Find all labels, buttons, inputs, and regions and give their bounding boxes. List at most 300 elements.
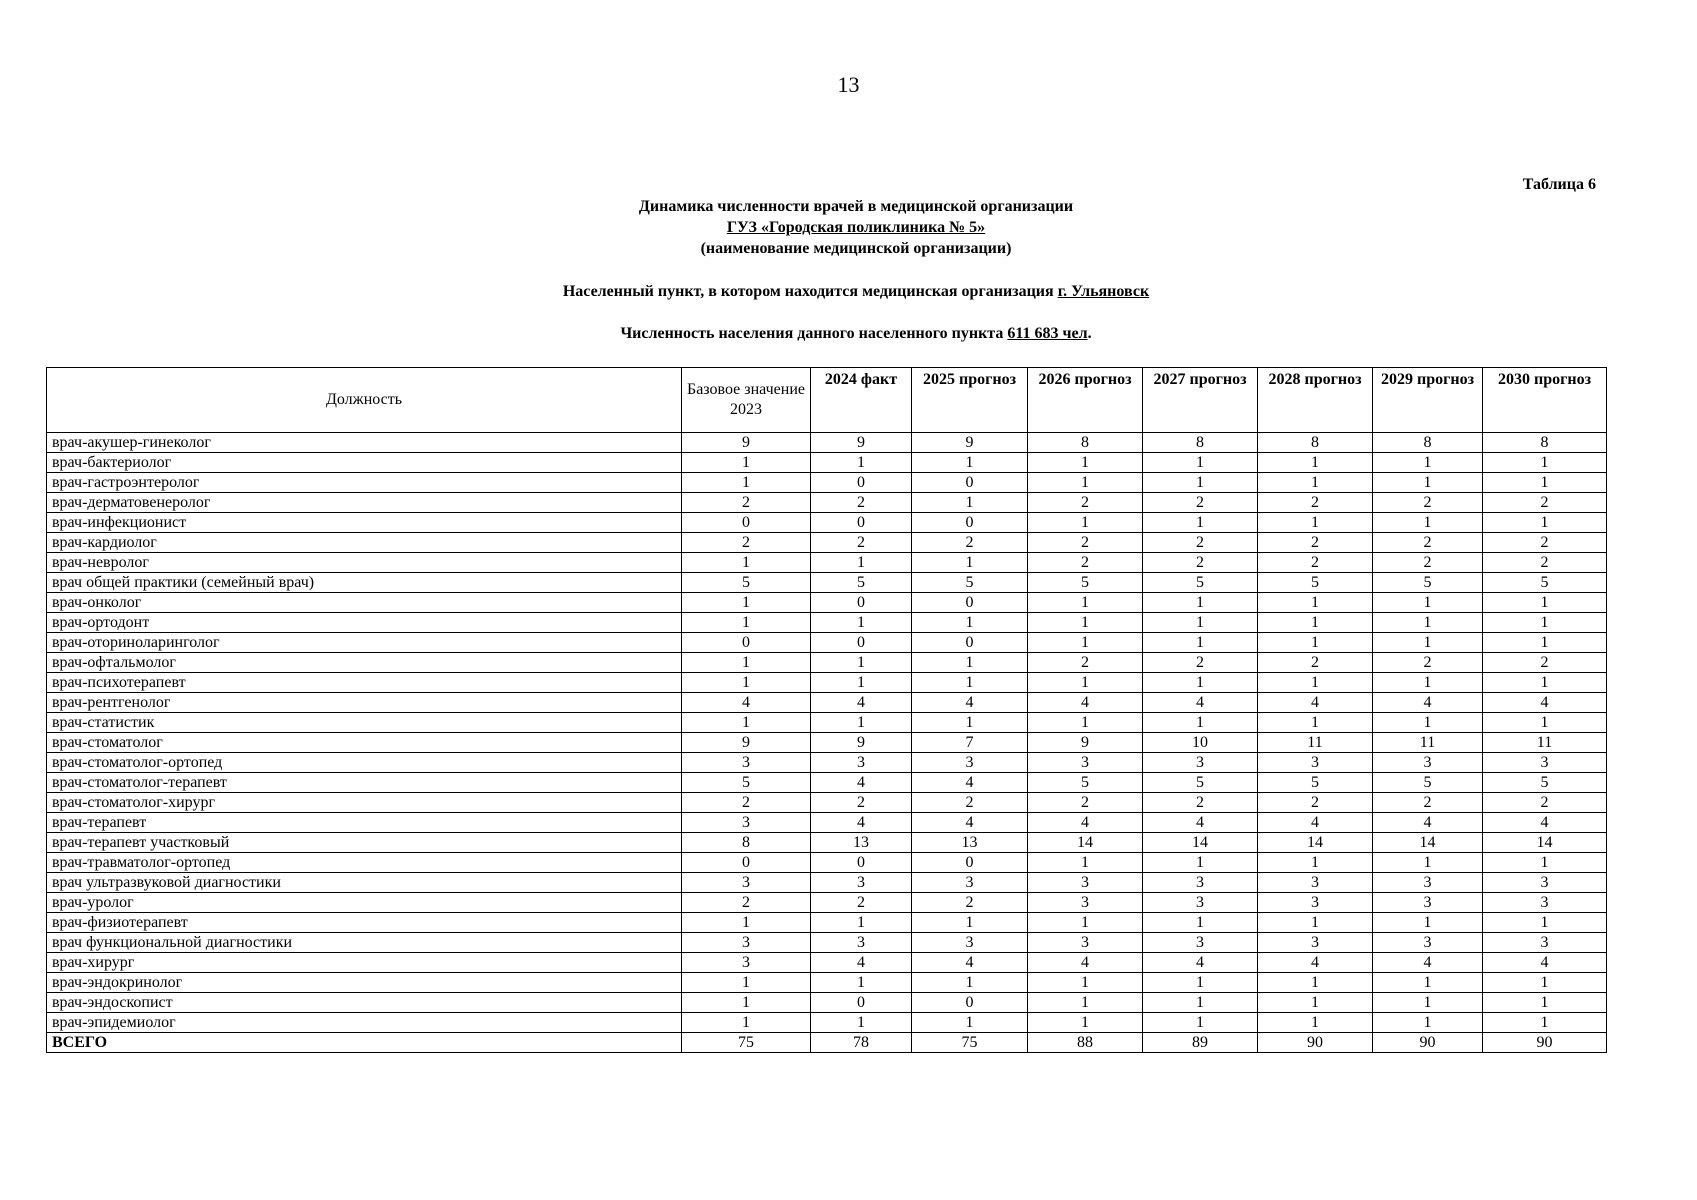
position-cell: врач-психотерапевт	[47, 673, 682, 693]
value-cell: 1	[682, 713, 811, 733]
value-cell: 1	[682, 553, 811, 573]
value-cell: 4	[811, 953, 912, 973]
value-cell: 1	[1143, 453, 1258, 473]
value-cell: 3	[1258, 753, 1373, 773]
value-cell: 3	[1483, 753, 1607, 773]
value-cell: 3	[912, 873, 1028, 893]
value-cell: 2	[682, 793, 811, 813]
value-cell: 2	[811, 533, 912, 553]
value-cell: 1	[1483, 453, 1607, 473]
value-cell: 5	[1028, 773, 1143, 793]
value-cell: 3	[1143, 933, 1258, 953]
value-cell: 3	[682, 933, 811, 953]
value-cell: 4	[1258, 813, 1373, 833]
value-cell: 3	[1143, 873, 1258, 893]
value-cell: 5	[682, 573, 811, 593]
header-2030: 2030 прогноз	[1483, 368, 1607, 433]
value-cell: 0	[811, 633, 912, 653]
value-cell: 2	[811, 793, 912, 813]
position-cell: врач-онколог	[47, 593, 682, 613]
value-cell: 13	[912, 833, 1028, 853]
value-cell: 8	[1483, 433, 1607, 453]
value-cell: 1	[1483, 713, 1607, 733]
value-cell: 5	[912, 573, 1028, 593]
value-cell: 2	[912, 533, 1028, 553]
position-cell: врач-акушер-гинеколог	[47, 433, 682, 453]
table-row	[47, 453, 1607, 473]
header-2026: 2026 прогноз	[1028, 368, 1143, 433]
value-cell: 3	[682, 953, 811, 973]
position-cell: врач-дерматовенеролог	[47, 493, 682, 513]
header-base-2023: Базовое значение 2023	[682, 368, 811, 433]
value-cell: 1	[1143, 593, 1258, 613]
value-cell: 1	[1028, 993, 1143, 1013]
value-cell: 1	[682, 913, 811, 933]
value-cell: 1	[1483, 513, 1607, 533]
population-value: 611 683 чел	[1007, 325, 1088, 342]
header-2024: 2024 факт	[811, 368, 912, 433]
value-cell: 2	[1373, 553, 1483, 573]
value-cell: 1	[1143, 993, 1258, 1013]
value-cell: 1	[811, 653, 912, 673]
value-cell: 3	[1143, 753, 1258, 773]
value-cell: 1	[682, 673, 811, 693]
value-cell: 1	[811, 1013, 912, 1033]
value-cell: 1	[682, 1013, 811, 1033]
position-cell: врач-рентгенолог	[47, 693, 682, 713]
settlement-value: г. Ульяновск	[1057, 283, 1150, 300]
value-cell: 3	[1373, 753, 1483, 773]
table-row	[47, 613, 1607, 633]
value-cell: 5	[1373, 773, 1483, 793]
value-cell: 1	[912, 653, 1028, 673]
value-cell: 5	[1373, 573, 1483, 593]
value-cell: 1	[912, 613, 1028, 633]
value-cell: 3	[1258, 933, 1373, 953]
value-cell: 9	[1028, 733, 1143, 753]
value-cell: 1	[811, 553, 912, 573]
value-cell: 1	[811, 673, 912, 693]
position-cell: врач-инфекционист	[47, 513, 682, 533]
value-cell: 2	[1258, 493, 1373, 513]
table-row	[47, 653, 1607, 673]
value-cell: 1	[811, 713, 912, 733]
value-cell: 4	[1028, 953, 1143, 973]
value-cell: 3	[1258, 893, 1373, 913]
value-cell: 5	[1143, 773, 1258, 793]
table-row	[47, 953, 1607, 973]
value-cell: 2	[912, 793, 1028, 813]
table-row	[47, 493, 1607, 513]
value-cell: 2	[1028, 793, 1143, 813]
value-cell: 3	[1028, 753, 1143, 773]
value-cell: 1	[682, 473, 811, 493]
value-cell: 2	[682, 893, 811, 913]
value-cell: 11	[1373, 733, 1483, 753]
value-cell: 1	[682, 593, 811, 613]
position-cell: врач-эндоскопист	[47, 993, 682, 1013]
value-cell: 1	[1258, 633, 1373, 653]
table-row	[47, 733, 1607, 753]
header-2028: 2028 прогноз	[1258, 368, 1373, 433]
value-cell: 4	[1143, 693, 1258, 713]
table-row	[47, 973, 1607, 993]
table-row	[47, 793, 1607, 813]
value-cell: 4	[1373, 953, 1483, 973]
value-cell: 10	[1143, 733, 1258, 753]
value-cell: 0	[811, 513, 912, 533]
value-cell: 2	[912, 893, 1028, 913]
settlement-line	[0, 283, 1697, 301]
value-cell: 9	[811, 433, 912, 453]
value-cell: 1	[1028, 593, 1143, 613]
table-row	[47, 833, 1607, 853]
value-cell: 1	[1143, 853, 1258, 873]
value-cell: 2	[1483, 653, 1607, 673]
header-2027: 2027 прогноз	[1143, 368, 1258, 433]
value-cell: 1	[1373, 593, 1483, 613]
value-cell: 1	[1373, 453, 1483, 473]
table-row	[47, 673, 1607, 693]
value-cell: 14	[1373, 833, 1483, 853]
value-cell: 7	[912, 733, 1028, 753]
value-cell: 5	[1483, 773, 1607, 793]
value-cell: 1	[1483, 853, 1607, 873]
value-cell: 2	[1028, 653, 1143, 673]
value-cell: 2	[1258, 793, 1373, 813]
value-cell: 3	[1258, 873, 1373, 893]
value-cell: 1	[1373, 513, 1483, 533]
position-cell: врач-невролог	[47, 553, 682, 573]
value-cell: 1	[1483, 993, 1607, 1013]
value-cell: 4	[1258, 953, 1373, 973]
table-caption: Таблица 6	[1522, 176, 1596, 193]
value-cell: 3	[912, 933, 1028, 953]
value-cell: 5	[811, 573, 912, 593]
value-cell: 1	[1258, 853, 1373, 873]
table-row	[47, 713, 1607, 733]
position-cell: врач-статистик	[47, 713, 682, 733]
position-cell: врач общей практики (семейный врач)	[47, 573, 682, 593]
value-cell: 4	[1483, 953, 1607, 973]
value-cell: 13	[811, 833, 912, 853]
table-header-row	[47, 368, 1607, 433]
value-cell: 1	[1143, 673, 1258, 693]
value-cell: 5	[682, 773, 811, 793]
table-row	[47, 533, 1607, 553]
value-cell: 1	[811, 913, 912, 933]
value-cell: 1	[1373, 853, 1483, 873]
value-cell: 2	[1028, 553, 1143, 573]
position-cell: врач-физиотерапевт	[47, 913, 682, 933]
value-cell: 3	[811, 933, 912, 953]
value-cell: 1	[912, 493, 1028, 513]
value-cell: 3	[682, 753, 811, 773]
value-cell: 1	[1483, 593, 1607, 613]
position-cell: врач-терапевт	[47, 813, 682, 833]
value-cell: 1	[1373, 713, 1483, 733]
table-row	[47, 813, 1607, 833]
position-cell: врач-гастроэнтеролог	[47, 473, 682, 493]
value-cell: 9	[682, 433, 811, 453]
value-cell: 4	[912, 773, 1028, 793]
value-cell: 1	[1028, 913, 1143, 933]
total-value-cell: 75	[912, 1033, 1028, 1053]
value-cell: 1	[912, 553, 1028, 573]
position-cell: врач-эндокринолог	[47, 973, 682, 993]
value-cell: 1	[912, 673, 1028, 693]
value-cell: 1	[1373, 633, 1483, 653]
value-cell: 1	[1028, 613, 1143, 633]
table-row	[47, 893, 1607, 913]
value-cell: 1	[1258, 973, 1373, 993]
total-value-cell: 90	[1483, 1033, 1607, 1053]
position-cell: врач-офтальмолог	[47, 653, 682, 673]
value-cell: 5	[1258, 773, 1373, 793]
value-cell: 4	[1373, 693, 1483, 713]
table-row	[47, 573, 1607, 593]
position-cell: врач ультразвуковой диагностики	[47, 873, 682, 893]
value-cell: 8	[1258, 433, 1373, 453]
position-cell: врач функциональной диагностики	[47, 933, 682, 953]
total-value-cell: 78	[811, 1033, 912, 1053]
table-row	[47, 913, 1607, 933]
value-cell: 4	[811, 773, 912, 793]
value-cell: 4	[1143, 953, 1258, 973]
value-cell: 2	[1483, 493, 1607, 513]
value-cell: 1	[1028, 973, 1143, 993]
value-cell: 11	[1483, 733, 1607, 753]
value-cell: 4	[912, 693, 1028, 713]
value-cell: 1	[1028, 853, 1143, 873]
value-cell: 1	[682, 653, 811, 673]
value-cell: 1	[1483, 673, 1607, 693]
value-cell: 0	[912, 513, 1028, 533]
document-title	[0, 196, 1697, 259]
value-cell: 14	[1028, 833, 1143, 853]
position-cell: врач-стоматолог-хирург	[47, 793, 682, 813]
header-position: Должность	[47, 368, 682, 433]
value-cell: 5	[1483, 573, 1607, 593]
value-cell: 5	[1143, 573, 1258, 593]
position-cell: врач-стоматолог-терапевт	[47, 773, 682, 793]
value-cell: 3	[811, 873, 912, 893]
value-cell: 9	[912, 433, 1028, 453]
value-cell: 2	[811, 493, 912, 513]
value-cell: 1	[1143, 913, 1258, 933]
value-cell: 1	[1028, 513, 1143, 533]
total-label: ВСЕГО	[47, 1033, 682, 1053]
total-row	[47, 1033, 1607, 1053]
position-cell: врач-терапевт участковый	[47, 833, 682, 853]
value-cell: 3	[1373, 873, 1483, 893]
value-cell: 1	[1143, 613, 1258, 633]
value-cell: 1	[912, 713, 1028, 733]
value-cell: 2	[1258, 553, 1373, 573]
value-cell: 4	[912, 953, 1028, 973]
value-cell: 1	[1258, 913, 1373, 933]
value-cell: 11	[1258, 733, 1373, 753]
value-cell: 14	[1258, 833, 1373, 853]
value-cell: 1	[1483, 1013, 1607, 1033]
table-row	[47, 693, 1607, 713]
value-cell: 8	[1028, 433, 1143, 453]
organization-name-hint: (наименование медицинской организации)	[700, 240, 1012, 257]
value-cell: 0	[811, 853, 912, 873]
value-cell: 1	[682, 973, 811, 993]
value-cell: 2	[1258, 533, 1373, 553]
value-cell: 4	[1028, 813, 1143, 833]
position-cell: врач-бактериолог	[47, 453, 682, 473]
doctors-table	[46, 367, 1607, 1053]
value-cell: 1	[1483, 473, 1607, 493]
table-row	[47, 513, 1607, 533]
position-cell: врач-эпидемиолог	[47, 1013, 682, 1033]
value-cell: 1	[1258, 593, 1373, 613]
header-2025: 2025 прогноз	[912, 368, 1028, 433]
table-row	[47, 1013, 1607, 1033]
title-line: Динамика численности врачей в медицинской организации	[638, 198, 1074, 215]
header-2029: 2029 прогноз	[1373, 368, 1483, 433]
value-cell: 1	[1373, 613, 1483, 633]
value-cell: 2	[1373, 793, 1483, 813]
value-cell: 1	[1258, 453, 1373, 473]
total-value-cell: 88	[1028, 1033, 1143, 1053]
value-cell: 2	[1143, 793, 1258, 813]
organization-name: ГУЗ «Городская поликлиника № 5»	[726, 219, 986, 236]
value-cell: 2	[1143, 493, 1258, 513]
value-cell: 1	[682, 993, 811, 1013]
value-cell: 2	[1143, 533, 1258, 553]
value-cell: 2	[1143, 553, 1258, 573]
value-cell: 2	[1373, 653, 1483, 673]
total-value-cell: 90	[1258, 1033, 1373, 1053]
value-cell: 0	[811, 993, 912, 1013]
value-cell: 1	[682, 453, 811, 473]
value-cell: 1	[1143, 973, 1258, 993]
value-cell: 2	[682, 493, 811, 513]
position-cell: врач-кардиолог	[47, 533, 682, 553]
value-cell: 3	[682, 813, 811, 833]
value-cell: 5	[1258, 573, 1373, 593]
table-row	[47, 433, 1607, 453]
value-cell: 3	[682, 873, 811, 893]
value-cell: 0	[682, 513, 811, 533]
value-cell: 1	[1028, 633, 1143, 653]
value-cell: 3	[1028, 873, 1143, 893]
value-cell: 3	[1483, 933, 1607, 953]
value-cell: 2	[1483, 553, 1607, 573]
value-cell: 2	[811, 893, 912, 913]
value-cell: 2	[1143, 653, 1258, 673]
value-cell: 0	[682, 633, 811, 653]
value-cell: 4	[1143, 813, 1258, 833]
value-cell: 1	[1258, 473, 1373, 493]
value-cell: 1	[1373, 913, 1483, 933]
table-row	[47, 593, 1607, 613]
value-cell: 1	[1373, 973, 1483, 993]
total-value-cell: 90	[1373, 1033, 1483, 1053]
value-cell: 1	[1258, 993, 1373, 1013]
value-cell: 3	[1483, 873, 1607, 893]
value-cell: 1	[1028, 453, 1143, 473]
population-line	[0, 325, 1697, 343]
value-cell: 4	[1028, 693, 1143, 713]
value-cell: 1	[1483, 973, 1607, 993]
position-cell: врач-ортодонт	[47, 613, 682, 633]
value-cell: 5	[1028, 573, 1143, 593]
value-cell: 1	[1258, 613, 1373, 633]
value-cell: 4	[912, 813, 1028, 833]
value-cell: 4	[811, 813, 912, 833]
value-cell: 1	[1258, 673, 1373, 693]
population-label: Численность населения данного населенного пункта	[620, 325, 1004, 342]
value-cell: 4	[811, 693, 912, 713]
value-cell: 8	[682, 833, 811, 853]
value-cell: 3	[912, 753, 1028, 773]
value-cell: 3	[1028, 933, 1143, 953]
value-cell: 4	[1483, 813, 1607, 833]
value-cell: 1	[912, 453, 1028, 473]
position-cell: врач-хирург	[47, 953, 682, 973]
table-row	[47, 873, 1607, 893]
position-cell: врач-оториноларинголог	[47, 633, 682, 653]
value-cell: 4	[1258, 693, 1373, 713]
value-cell: 0	[811, 473, 912, 493]
value-cell: 0	[912, 633, 1028, 653]
value-cell: 2	[1028, 493, 1143, 513]
settlement-label: Населенный пункт, в котором находится медицинская организация	[562, 283, 1054, 300]
value-cell: 2	[1483, 793, 1607, 813]
value-cell: 8	[1143, 433, 1258, 453]
value-cell: 1	[1483, 613, 1607, 633]
value-cell: 1	[912, 1013, 1028, 1033]
total-value-cell: 75	[682, 1033, 811, 1053]
table-row	[47, 753, 1607, 773]
value-cell: 1	[1483, 913, 1607, 933]
value-cell: 0	[682, 853, 811, 873]
value-cell: 0	[912, 853, 1028, 873]
total-value-cell: 89	[1143, 1033, 1258, 1053]
value-cell: 1	[1143, 513, 1258, 533]
table-row	[47, 553, 1607, 573]
table-row	[47, 773, 1607, 793]
value-cell: 1	[1258, 513, 1373, 533]
table-row	[47, 633, 1607, 653]
position-cell: врач-травматолог-ортопед	[47, 853, 682, 873]
table-row	[47, 933, 1607, 953]
table-row	[47, 853, 1607, 873]
value-cell: 1	[1143, 473, 1258, 493]
value-cell: 2	[1483, 533, 1607, 553]
value-cell: 3	[1373, 933, 1483, 953]
value-cell: 0	[912, 993, 1028, 1013]
value-cell: 0	[912, 593, 1028, 613]
value-cell: 1	[682, 613, 811, 633]
value-cell: 2	[1258, 653, 1373, 673]
value-cell: 2	[1373, 533, 1483, 553]
value-cell: 4	[1373, 813, 1483, 833]
value-cell: 1	[1258, 1013, 1373, 1033]
value-cell: 1	[912, 973, 1028, 993]
value-cell: 1	[1258, 713, 1373, 733]
value-cell: 8	[1373, 433, 1483, 453]
value-cell: 9	[811, 733, 912, 753]
value-cell: 1	[1143, 1013, 1258, 1033]
table-row	[47, 993, 1607, 1013]
value-cell: 1	[1373, 1013, 1483, 1033]
population-suffix: .	[1087, 325, 1092, 342]
